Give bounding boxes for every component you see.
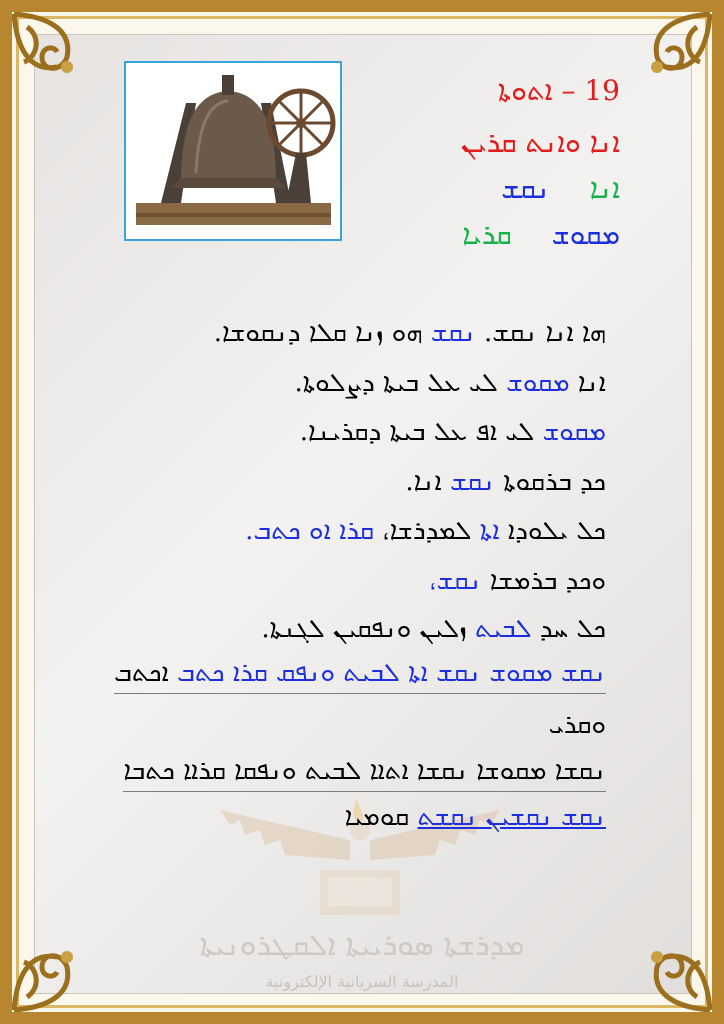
school-name-syriac: ܡܕܪܫܬܐ ܣܘܪܝܝܬܐ ܐܠܩܛܪܘܢܝܬܐ — [199, 928, 525, 963]
vocab-line-purple: ܢܩܫܐ ܡܩܘܫܐ ܢܩܫܐ ܐܬܐܐ ܠܒܝܬ ܘܢܦܩܐ ܩܪܐܐ ܟܬܒܐ — [123, 756, 606, 792]
school-name-arabic: المدرسة السريانية الإلكترونية — [265, 972, 459, 991]
highlight-word: ܡܩܘܫ — [542, 417, 606, 447]
text-run: ܠܡܕܪܫܐ، — [382, 516, 472, 546]
highlight-word: ܠܒܝܬ — [475, 614, 532, 644]
text-run: ܠܝ ܥܠ ܒܝܬܐ ܕܨܠܘܬܐ. — [294, 368, 498, 398]
highlight-word: ܠܒܝܬ — [343, 658, 400, 688]
text-run: ܟܠ ܚܕ — [539, 614, 606, 644]
corner-ornament-icon — [12, 12, 122, 122]
text-run: ܐܢܐ — [577, 368, 606, 398]
highlight-word: ܩܪܐ ܐܘ ܟܬܒ. — [245, 516, 375, 546]
instruction-word: ܐܟܬܒ — [114, 658, 169, 688]
text-run: ܘܟܕ ܒܪܡܫܐ — [489, 566, 606, 596]
highlight-word: ܢܩܫ، — [429, 566, 482, 596]
highlight-word: ܢܩܫ — [430, 318, 476, 348]
vocab-word: ܐܢܐ — [589, 172, 620, 205]
text-run: ܐܢܐ. — [405, 467, 442, 497]
highlight-word: ܡܩܘܫ — [506, 368, 570, 398]
text-line-2 — [294, 368, 606, 399]
text-run: ܗܘ ܙܢܐ ܩܠܐ ܕܢܩܘܫܐ. — [213, 318, 423, 348]
bell-photo — [124, 61, 342, 241]
text-run: ܗܐ ܐܢܐ ܢܩܫ. — [484, 318, 606, 348]
text-run: ܠܝ ܐܦ ܥܠ ܒܝܬܐ ܕܩܪܝܢܐ. — [299, 417, 535, 447]
highlight-word: ܢܩܫ ܢܩܫܝܢ ܢܩܫܬ — [417, 802, 606, 832]
highlight-word: ܢܩܫ — [450, 467, 495, 497]
text-line-6 — [429, 566, 606, 597]
vocab-word: ܢܩܫ — [501, 172, 550, 205]
highlight-word: ܢܩܫ ܡܩܘܫ ܢܩܫ ܐܬܐ — [408, 658, 606, 688]
winged-emblem-watermark-icon — [210, 770, 510, 930]
highlight-word: ܘܢܦܩ ܩܪܐ ܟܬܒ — [177, 658, 336, 688]
vocab-word: ܡܩܘܫ — [551, 218, 620, 251]
text-line-3 — [300, 417, 606, 448]
highlight-word: ܐܬܐ — [479, 516, 500, 546]
vocab-word: ܩܪܝܐ — [462, 218, 512, 251]
vocabulary-row-2 — [462, 218, 620, 252]
instruction-line: ܘܩܪܝ — [548, 710, 606, 740]
vocab-line-bottom — [345, 802, 606, 833]
vocab-line-blue — [114, 658, 606, 694]
text-line-1 — [214, 318, 606, 349]
text-run: ܙܠܝܢ ܘܢܦܩܝܢ ܠܓܢܬܐ. — [261, 614, 467, 644]
text-line-7 — [261, 614, 606, 645]
lesson-title: 19 – ܐܬܘܬܐ — [497, 74, 620, 107]
text-line-4 — [405, 467, 606, 498]
text-line-5 — [245, 516, 606, 547]
text-run: ܩܘܡܝܐ — [344, 802, 410, 832]
text-run: ܟܕ ܒܪܩܘܬܐ — [503, 467, 606, 497]
text-run: ܟܠ ܝܠܘܕܐ — [507, 516, 606, 546]
lesson-subtitle: ܐܢܐ ܘܐܢܬ ܩܪܝܢ — [460, 126, 620, 159]
vocabulary-row-1 — [501, 172, 620, 206]
